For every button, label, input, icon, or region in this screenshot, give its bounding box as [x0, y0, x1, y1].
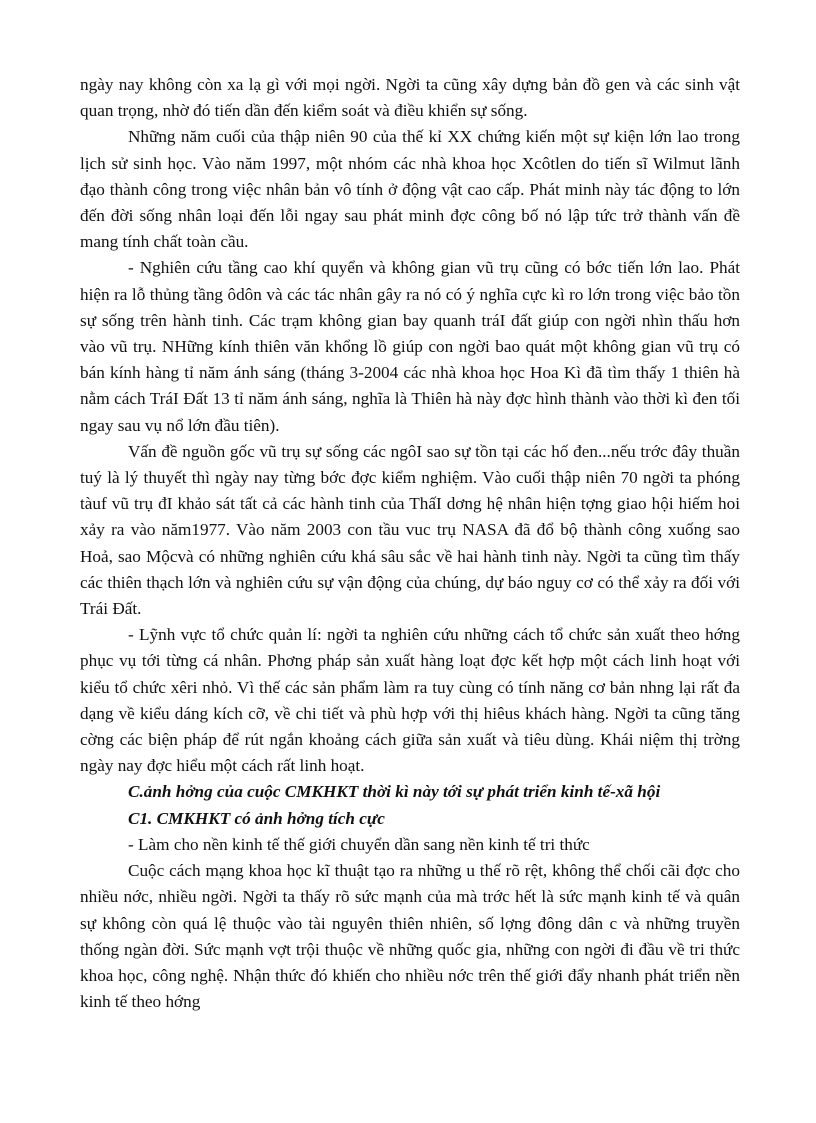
paragraph-cloning: Những năm cuối của thập niên 90 của thế kỉ XX chứng kiến một sự kiện lớn lao trong lịch sử sinh học. Vào năm 1997, một nhóm các nhà khoa học Xcôtlen do tiến sĩ Wilmut lãnh đạo thành công trong việc nhân bản vô tính ở động vật cao cấp. Phát minh này tác động to lớn đến đời sống nhân loại đến lỗi ngay sau phát minh đợc công bố nó lập tức trở thành vấn đề mang tính chất toàn cầu. [80, 127, 740, 252]
document-page [80, 72, 740, 1015]
paragraph-management: - Lỹnh vực tổ chức quản lí: ngời ta nghiên cứu những cách tổ chức sản xuất theo hớng phục vụ tới từng cá nhân. Phơng pháp sản xuất hàng loạt đợc kết hợp một cách linh hoạt với kiểu tổ chức xêri nhỏ. Vì thế các sản phẩm làm ra tuy cùng có tính năng cơ bản nhng lại rất đa dạng về kiểu dáng kích cỡ, về chi tiết và phù hợp với thị hiêus khách hàng. Ngời ta cũng tăng cờng các biện pháp để rút ngắn khoảng cách giữa sản xuất và tiêu dùng. Khái niệm thị trờng ngày nay đợc hiểu một cách rất linh hoạt. [80, 625, 740, 776]
section-heading-c1: C1. CMKHKT có ảnh hởng tích cực [128, 808, 385, 828]
paragraph-knowledge-economy: - Làm cho nền kinh tế thế giới chuyển dần sang nền kinh tế tri thức [128, 834, 590, 854]
paragraph-space-research: - Nghiên cứu tầng cao khí quyển và không gian vũ trụ cũng có bớc tiến lớn lao. Phát hiện ra lỗ thủng tầng ôdôn và các tác nhân gây ra nó có ý nghĩa cực kì ro lớn trong việc bảo tồn sự sống trên hành tinh. Các trạm không gian bay quanh tráI đất giúp con ngời nhìn thấu hơn vào vũ trụ. NHững kính thiên văn khổng lồ giúp con ngời bao quát một không gian vũ trụ có bán kính hàng tỉ năm ánh sáng (tháng 3-2004 các nhà khoa học Hoa Kì đã tìm thấy 1 thiên hà nằm cách TráI Đất 13 tỉ năm ánh sáng, nghĩa là Thiên hà này đợc hình thành vào thời kì đen tối ngay sau vụ nổ lớn đầu tiên). [80, 258, 740, 435]
paragraph-continuation: ngày nay không còn xa lạ gì với mọi ngời. Ngời ta cũng xây dựng bản đồ gen và các sinh vật quan trọng, nhờ đó tiến dần đến kiểm soát và điều khiển sự sống. [80, 75, 740, 121]
section-heading-c: C.ảnh hởng của cuộc CMKHKT thời kì này tới sự phát triển kinh tế-xã hội [128, 782, 661, 802]
paragraph-universe-origin: Vấn đề nguồn gốc vũ trụ sự sống các ngôI sao sự tồn tại các hố đen...nếu trớc đây thuần tuý là lý thuyết thì ngày nay từng bớc đợc kiểm nghiệm. Vào cuối thập niên 70 ngời ta phóng tàuf vũ trụ đI khảo sát tất cả các hành tinh của ThấI dơng hệ nhân hiện tợng giao hội hiếm hoi xảy ra vào năm1977. Vào năm 2003 con tầu vuc trụ NASA đã đổ bộ thành công xuống sao Hoả, sao Mộcvà có những nghiên cứu khá sâu sắc về hai hành tinh này. Ngời ta cũng tìm thấy các thiên thạch lớn và nghiên cứu sự vận động của chúng, dự báo nguy cơ có thể xảy ra đối với Trái Đất. [80, 441, 740, 619]
paragraph-advantages: Cuộc cách mạng khoa học kĩ thuật tạo ra những u thế rõ rệt, không thể chối cãi đợc cho nhiều nớc, nhiều ngời. Ngời ta thấy rõ sức mạnh của mà trớc hết là sức mạnh kinh tế và quân sự không còn quá lệ thuộc vào tài nguyên thiên nhiên, số lợng đông dân c và những truyền thống ngàn đời. Sức mạnh vợt trội thuộc về những quốc gia, những con ngời đi đầu về tri thức khoa học, công nghệ. Nhận thức đó khiến cho nhiều nớc trên thế giới đẩy nhanh phát triển nền kinh tế theo hớng [80, 861, 740, 1012]
